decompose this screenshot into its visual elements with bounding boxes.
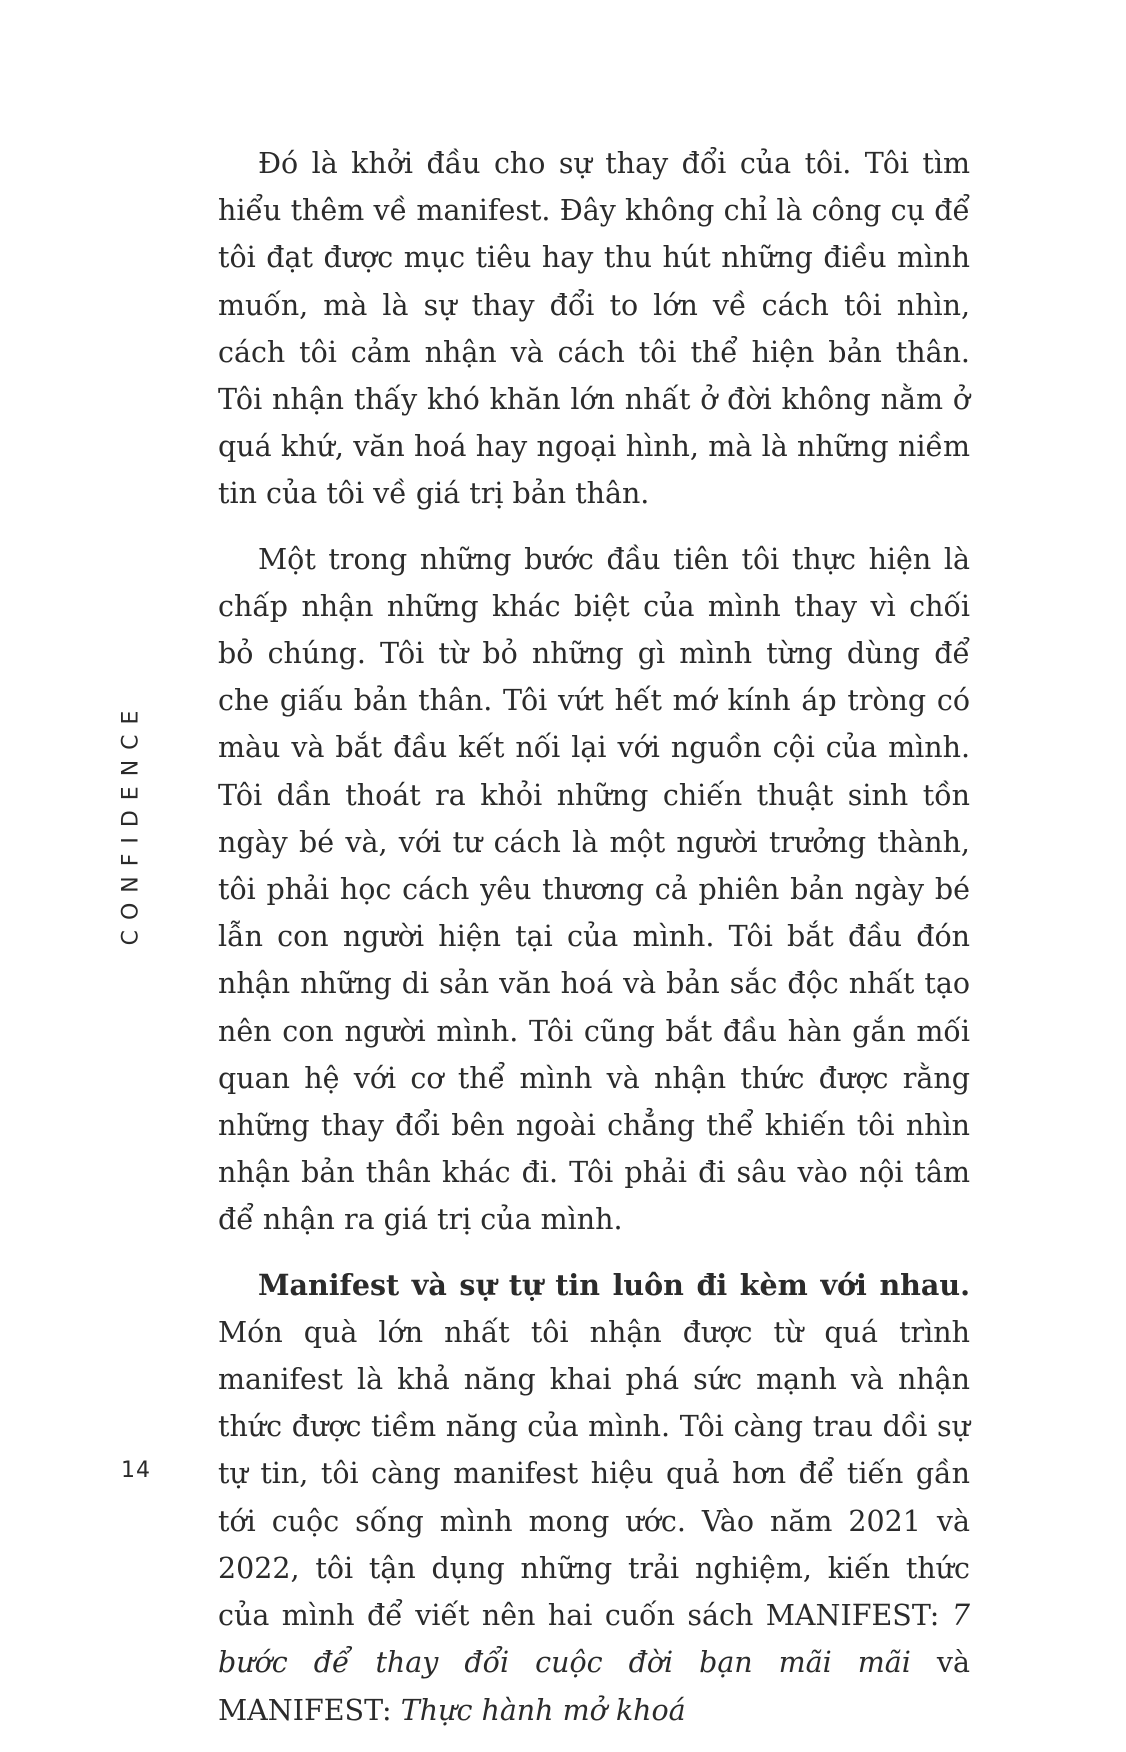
body-text (218, 140, 970, 1752)
page-number: 14 (121, 1458, 151, 1483)
book-title-2-italic: Thực hành mở khoá (400, 1693, 686, 1727)
paragraph-3-bold-lead: Manifest và sự tự tin luôn đi kèm với nhau. (258, 1267, 970, 1302)
paragraph-3-text-2: và MANIFEST: (218, 1646, 970, 1727)
paragraph-2: Một trong những bước đầu tiên tôi thực hiện là chấp nhận những khác biệt của mình thay vì chối bỏ chúng. Tôi từ bỏ những gì mình từng dùng để che giấu bản thân. Tôi vứt hết mớ kính áp tròng có màu và bắt đầu kết nối lại với nguồn cội của mình. Tôi dần thoát ra khỏi những chiến thuật sinh tồn ngày bé và, với tư cách là một người trưởng thành, tôi phải học cách yêu thương cả phiên bản ngày bé lẫn con người hiện tại của mình. Tôi bắt đầu đón nhận những di sản văn hoá và bản sắc độc nhất tạo nên con người mình. Tôi cũng bắt đầu hàn gắn mối quan hệ với cơ thể mình và nhận thức được rằng những thay đổi bên ngoài chẳng thể khiến tôi nhìn nhận bản thân khác đi. Tôi phải đi sâu vào nội tâm để nhận ra giá trị của mình. (218, 542, 970, 1237)
book-title-1-italic: 7 bước để thay đổi cuộc đời bạn mãi mãi (218, 1599, 970, 1680)
paragraph-1: Đó là khởi đầu cho sự thay đổi của tôi. Tôi tìm hiểu thêm về manifest. Đây không chỉ là công cụ để tôi đạt được mục tiêu hay thu hút những điều mình muốn, mà là sự thay đổi to lớn về cách tôi nhìn, cách tôi cảm nhận và cách tôi thể hiện bản thân. Tôi nhận thấy khó khăn lớn nhất ở đời không nằm ở quá khứ, văn hoá hay ngoại hình, mà là những niềm tin của tôi về giá trị bản thân. (218, 147, 970, 511)
paragraph-3-text-1: Món quà lớn nhất tôi nhận được từ quá trình manifest là khả năng khai phá sức mạnh và nhận thức được tiềm năng của mình. Tôi càng trau dồi sự tự tin, tôi càng manifest hiệu quả hơn để tiến gần tới cuộc sống mình mong ước. Vào năm 2021 và 2022, tôi tận dụng những trải nghiệm, kiến thức của mình để viết nên hai cuốn sách MANIFEST: (218, 1315, 970, 1633)
paragraph-3 (218, 1262, 970, 1734)
running-head: CONFIDENCE (118, 700, 144, 946)
